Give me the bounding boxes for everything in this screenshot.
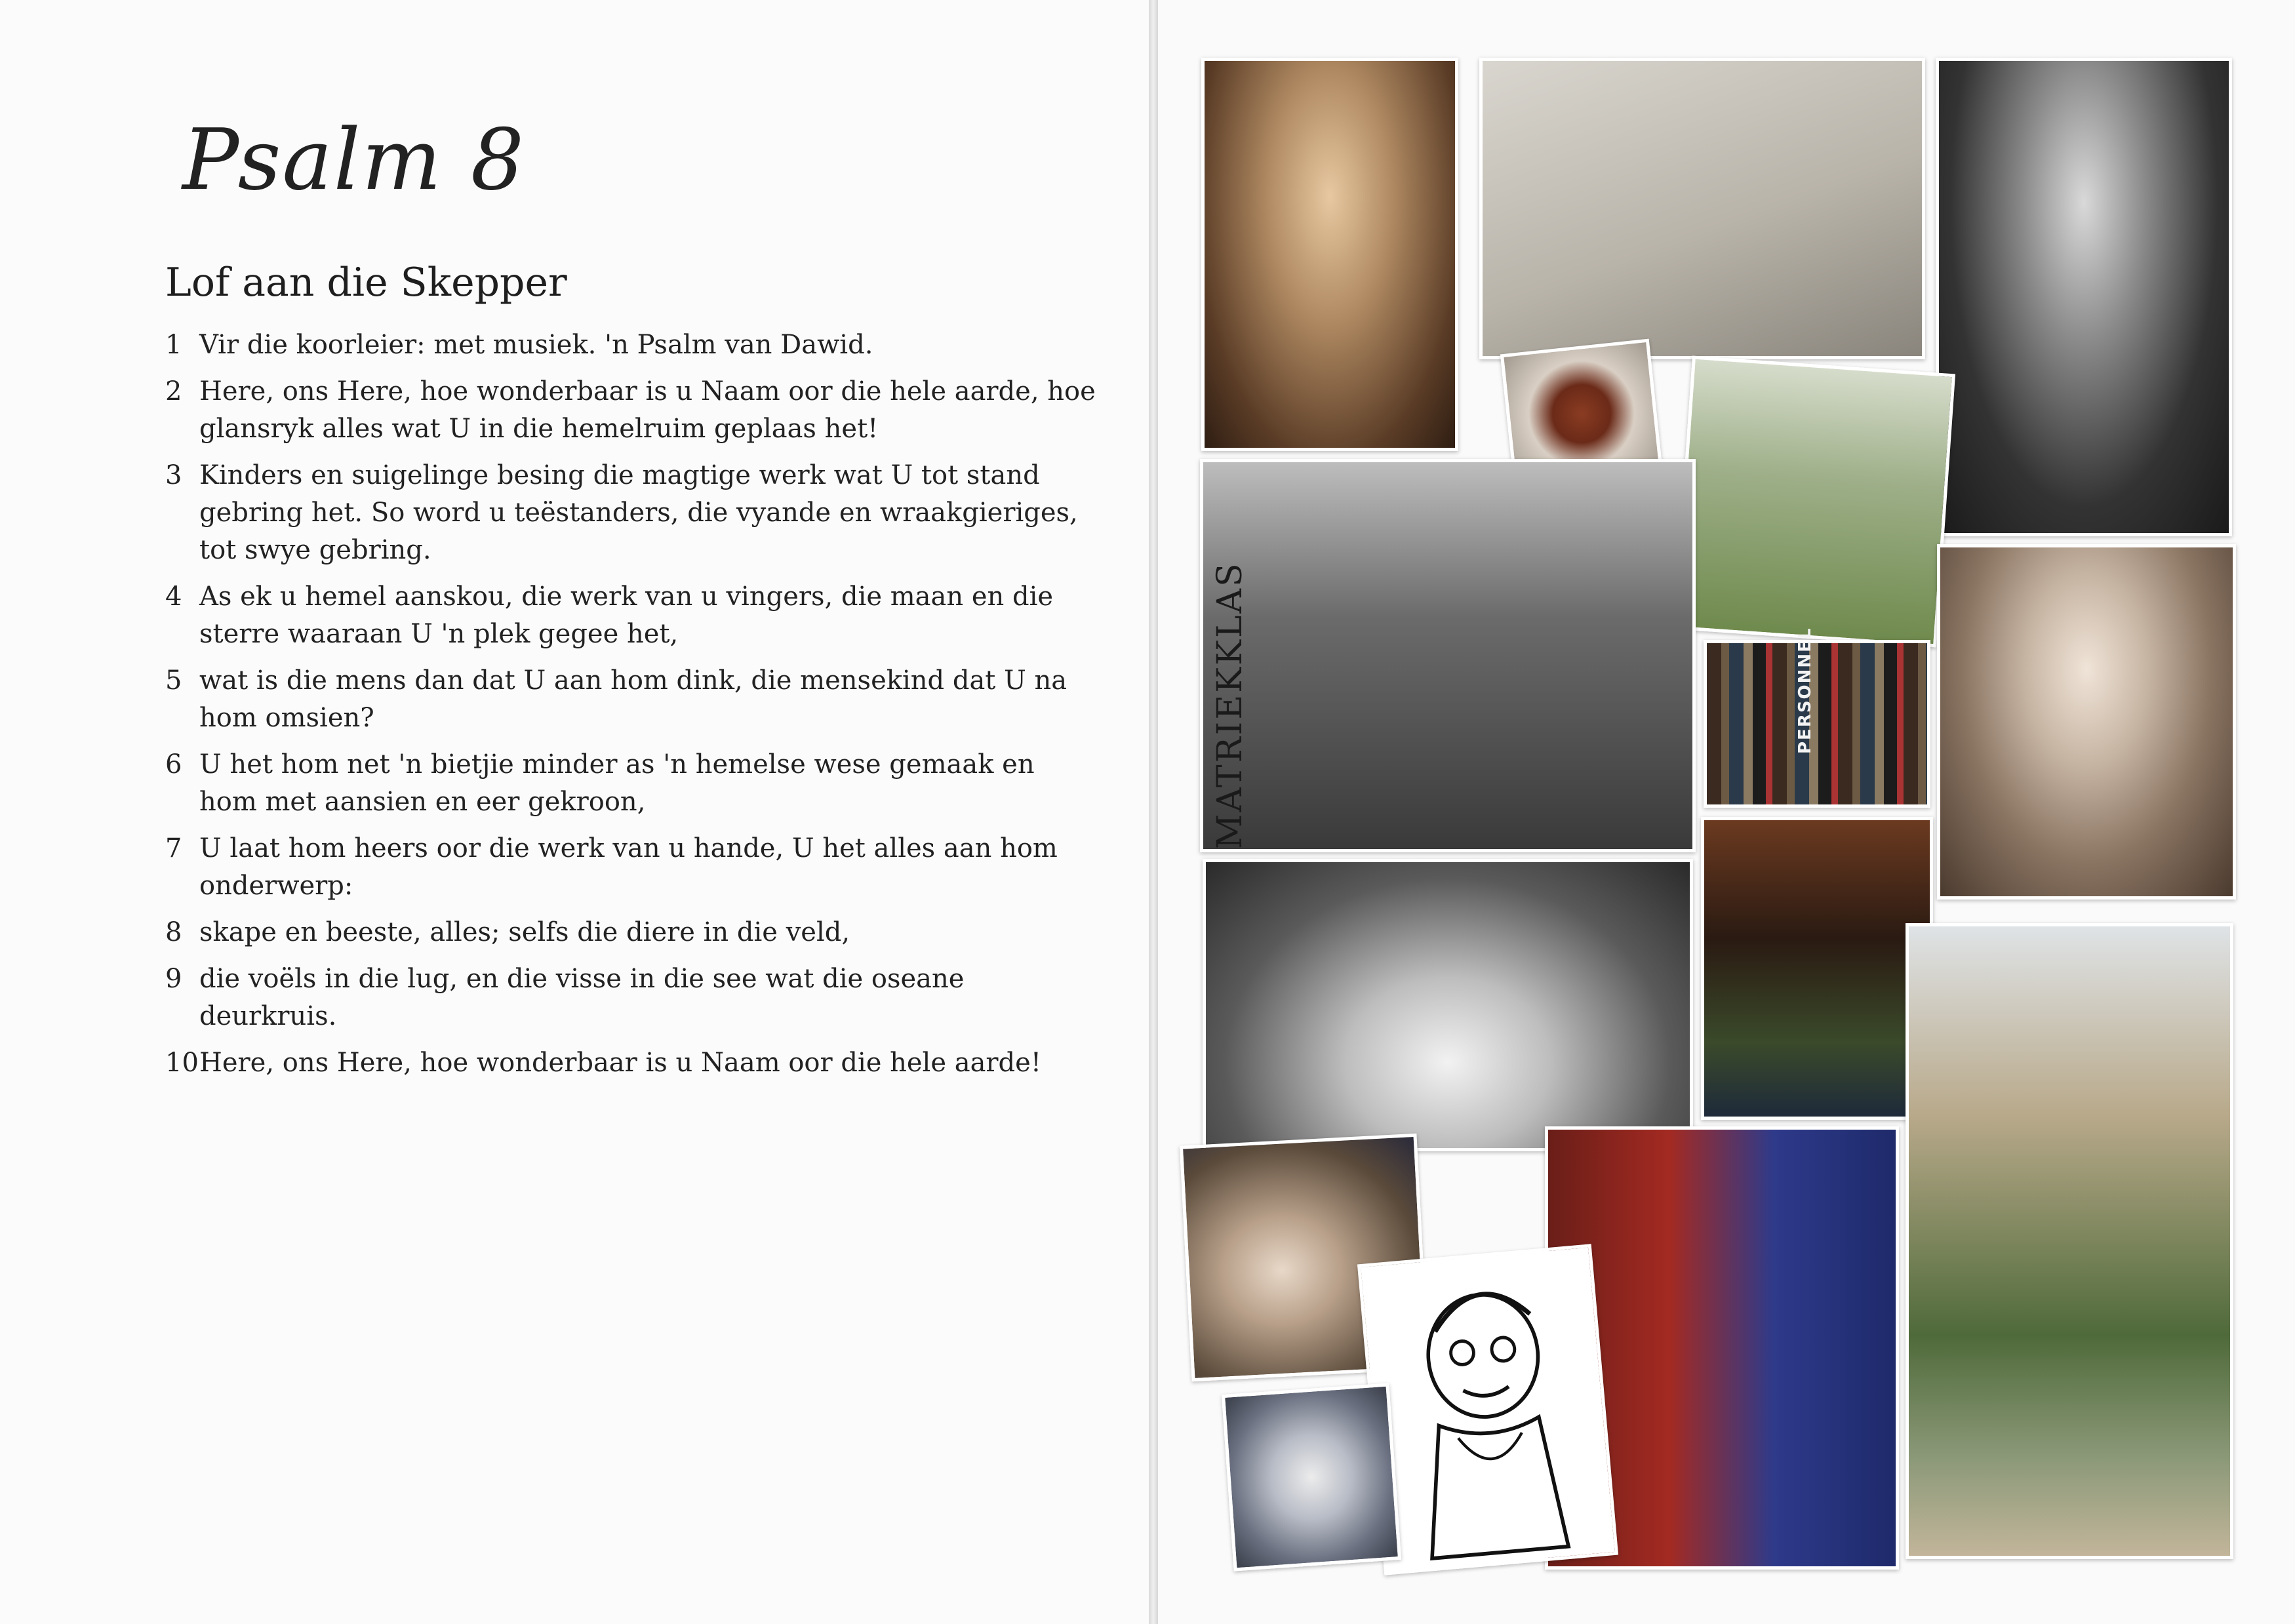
verse-text: As ek u hemel aanskou, die werk van u vingers, die maan en die sterre waaraan U 'n plek gegee het, — [199, 582, 1054, 649]
verse-text: Here, ons Here, hoe wonderbaar is u Naam oor die hele aarde, hoe glansryk alles wat U in die hemelruim geplaas het! — [199, 376, 1096, 444]
verse-number: 5 — [165, 665, 182, 696]
verse-number: 9 — [165, 964, 182, 994]
photo-bookshelf — [1704, 640, 1930, 808]
caricature-illustration — [1361, 1248, 1614, 1572]
matric-class-label: MATRIEKKLAS — [1210, 561, 1250, 849]
verse-text: U laat hom heers oor die werk van u hande, U het alles aan hom onderwerp: — [199, 833, 1058, 901]
verse-number: 2 — [165, 376, 182, 406]
photo-man-on-sand — [1479, 58, 1925, 359]
verse — [165, 662, 1096, 737]
verse-text: U het hom net 'n bietjie minder as 'n hemelse wese gemaak en hom met aansien en eer gekroon, — [199, 749, 1035, 817]
verse-number: 8 — [165, 917, 182, 947]
page-title: Psalm 8 — [182, 111, 526, 209]
verse — [165, 746, 1096, 821]
book-spine-divider — [1149, 0, 1158, 1624]
verse-text: skape en beeste, alles; selfs die diere in die veld, — [199, 917, 850, 947]
photo-older-man-portrait — [1937, 544, 2236, 900]
verse — [165, 961, 1096, 1035]
verse — [165, 373, 1096, 448]
verse — [165, 578, 1096, 653]
verse-number: 3 — [165, 460, 182, 490]
verse — [165, 830, 1096, 905]
verse-text: Vir die koorleier: met musiek. 'n Psalm van Dawid. — [199, 330, 873, 360]
verse-number: 6 — [165, 749, 182, 780]
photo-old-couple-closeup — [1222, 1383, 1401, 1571]
verse-number: 4 — [165, 582, 182, 612]
verse-text: die voëls in die lug, en die visse in die see wat die oseane deurkruis. — [199, 964, 965, 1031]
photo-ostriches — [1673, 355, 1955, 647]
verse-text: Kinders en suigelinge besing die magtige werk wat U tot stand gebring het. So word u teëstanders, die vyande en wraakgieriges, tot swye gebring. — [199, 460, 1078, 565]
verse — [165, 1044, 1096, 1082]
verse-number: 7 — [165, 833, 182, 863]
verse-list — [165, 327, 1096, 1091]
verse-text: Here, ons Here, hoe wonderbaar is u Naam oor die hele aarde! — [199, 1048, 1041, 1078]
photo-couple-in-doorway — [1701, 817, 1933, 1120]
photo-graduate-portrait — [1936, 58, 2232, 536]
verse — [165, 327, 1096, 364]
photo-young-man-portrait — [1201, 58, 1458, 451]
page-subtitle: Lof aan die Skepper — [165, 260, 567, 306]
verse-number: 1 — [165, 330, 182, 360]
verse — [165, 457, 1096, 569]
photo-wedding-group — [1203, 859, 1693, 1151]
verse — [165, 914, 1096, 951]
book-spine-text: PERSONNEL — [1795, 627, 1815, 754]
photo-matric-class — [1200, 459, 1696, 852]
photo-couple-at-castle — [1906, 923, 2233, 1559]
verse-number: 10 — [165, 1048, 199, 1078]
verse-text: wat is die mens dan dat U aan hom dink, die mensekind dat U na hom omsien? — [199, 665, 1068, 733]
